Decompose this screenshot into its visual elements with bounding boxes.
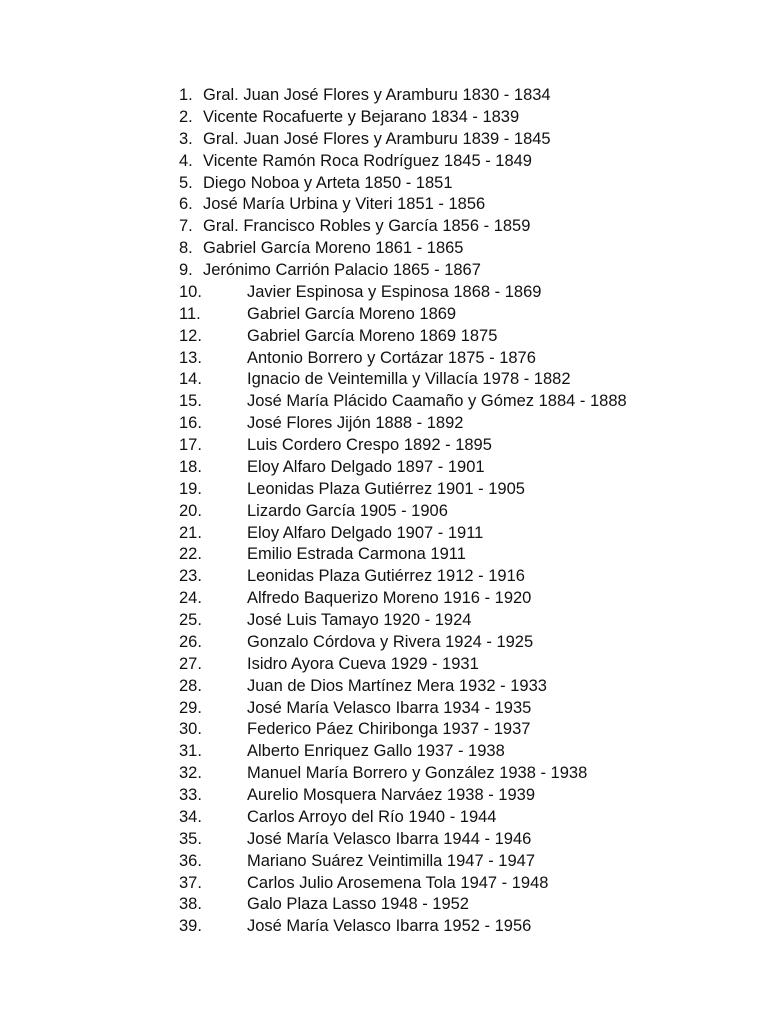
list-item-text: Isidro Ayora Cueva 1929 - 1931: [247, 654, 479, 673]
list-item-number: 34.: [179, 807, 202, 826]
list-item-number: 28.: [179, 676, 202, 695]
list-item-text: Carlos Arroyo del Río 1940 - 1944: [247, 807, 497, 826]
list-item-text: Luis Cordero Crespo 1892 - 1895: [247, 436, 492, 454]
list-item-number: 3.: [179, 129, 193, 148]
list-item-number: 2.: [179, 107, 193, 126]
list-item-text: Gonzalo Córdova y Rivera 1924 - 1925: [247, 632, 534, 651]
list-item-text: José Luis Tamayo 1920 - 1924: [247, 611, 472, 629]
list-item-text: Gabriel García Moreno 1861 - 1865: [203, 239, 464, 258]
list-item-number: 26.: [179, 632, 202, 651]
list-item-number: 19.: [179, 479, 202, 498]
list-item-text: Antonio Borrero y Cortázar 1875 - 1876: [247, 348, 536, 367]
list-item-number: 21.: [179, 523, 202, 542]
list-item-text: José Flores Jijón 1888 - 1892: [247, 414, 464, 433]
list-item-number: 37.: [179, 873, 202, 892]
list-item-number: 31.: [179, 742, 202, 761]
list-item-number: 16.: [179, 414, 202, 433]
list-item-text: Alfredo Baquerizo Moreno 1916 - 1920: [247, 589, 532, 608]
list-item-number: 9.: [179, 261, 193, 279]
list-item-number: 11.: [179, 304, 201, 323]
list-item-number: 18.: [179, 457, 202, 476]
list-item-text: Javier Espinosa y Espinosa 1868 - 1869: [247, 282, 542, 301]
list-item-text: Vicente Ramón Roca Rodríguez 1845 - 1849: [203, 151, 532, 170]
list-item-number: 38.: [179, 895, 202, 914]
list-item-number: 4.: [179, 151, 193, 170]
list-item-text: Jerónimo Carrión Palacio 1865 - 1867: [203, 261, 481, 279]
list-item-text: Aurelio Mosquera Narváez 1938 - 1939: [247, 786, 536, 804]
list-item-text: Gabriel García Moreno 1869: [247, 304, 457, 323]
list-item-text: Gabriel García Moreno 1869 1875: [247, 326, 498, 345]
list-item-text: Vicente Rocafuerte y Bejarano 1834 - 1839: [203, 107, 520, 126]
list-item-text: Diego Noboa y Arteta 1850 - 1851: [203, 173, 453, 192]
list-item-number: 29.: [179, 698, 202, 717]
list-item-number: 22.: [179, 545, 202, 564]
list-item-text: José María Plácido Caamaño y Gómez 1884 - 1888: [247, 392, 627, 411]
list-item-number: 1.: [179, 86, 193, 104]
list-item-text: Carlos Julio Arosemena Tola 1947 - 1948: [247, 873, 549, 892]
list-item-number: 14.: [179, 370, 202, 389]
list-item-number: 6.: [179, 195, 193, 214]
list-item-text: Leonidas Plaza Gutiérrez 1901 - 1905: [247, 479, 525, 498]
list-item-text: Lizardo García 1905 - 1906: [247, 501, 448, 520]
list-item-text: Eloy Alfaro Delgado 1907 - 1911: [247, 523, 484, 542]
list-item-number: 30.: [179, 720, 202, 739]
list-item-number: 10.: [179, 282, 202, 301]
list-item-number: 33.: [179, 786, 202, 804]
list-item-number: 27.: [179, 654, 202, 673]
list-item-number: 25.: [179, 611, 202, 629]
list-item-text: Gral. Juan José Flores y Aramburu 1830 - 1834: [203, 86, 551, 104]
list-item-number: 36.: [179, 851, 202, 870]
list-item-text: José María Velasco Ibarra 1934 - 1935: [247, 698, 532, 717]
list-item-number: 8.: [179, 239, 193, 258]
list-item-text: Gral. Francisco Robles y García 1856 - 1859: [203, 217, 531, 236]
list-item-text: Juan de Dios Martínez Mera 1932 - 1933: [247, 676, 547, 695]
list-item-number: 7.: [179, 217, 193, 236]
list-item-number: 32.: [179, 764, 202, 783]
list-item-number: 20.: [179, 501, 202, 520]
list-item-number: 13.: [179, 348, 202, 367]
list-item-text: José María Urbina y Viteri 1851 - 1856: [203, 195, 486, 214]
list-item-number: 35.: [179, 829, 202, 848]
list-item-number: 23.: [179, 567, 202, 586]
list-item-text: Manuel María Borrero y González 1938 - 1938: [247, 764, 588, 783]
list-item-text: Mariano Suárez Veintimilla 1947 - 1947: [247, 851, 536, 870]
list-item-text: José María Velasco Ibarra 1952 - 1956: [247, 917, 532, 936]
list-item-text: Eloy Alfaro Delgado 1897 - 1901: [247, 457, 485, 476]
list-item-text: Alberto Enriquez Gallo 1937 - 1938: [247, 742, 505, 761]
list-item-text: Galo Plaza Lasso 1948 - 1952: [247, 895, 469, 914]
list-item-text: Leonidas Plaza Gutiérrez 1912 - 1916: [247, 567, 525, 586]
list-item-text: Ignacio de Veintemilla y Villacía 1978 - 1882: [247, 370, 571, 389]
list-item-number: 5.: [179, 173, 193, 192]
list-item-text: Federico Páez Chiribonga 1937 - 1937: [247, 720, 531, 739]
list-item-number: 39.: [179, 917, 202, 936]
list-item-number: 12.: [179, 326, 202, 345]
list-item-text: Emilio Estrada Carmona 1911: [247, 545, 466, 564]
list-item-text: Gral. Juan José Flores y Aramburu 1839 - 1845: [203, 129, 551, 148]
list-item-number: 17.: [179, 436, 202, 454]
list-item-text: José María Velasco Ibarra 1944 - 1946: [247, 829, 532, 848]
list-item-number: 15.: [179, 392, 202, 411]
list-item-number: 24.: [179, 589, 202, 608]
